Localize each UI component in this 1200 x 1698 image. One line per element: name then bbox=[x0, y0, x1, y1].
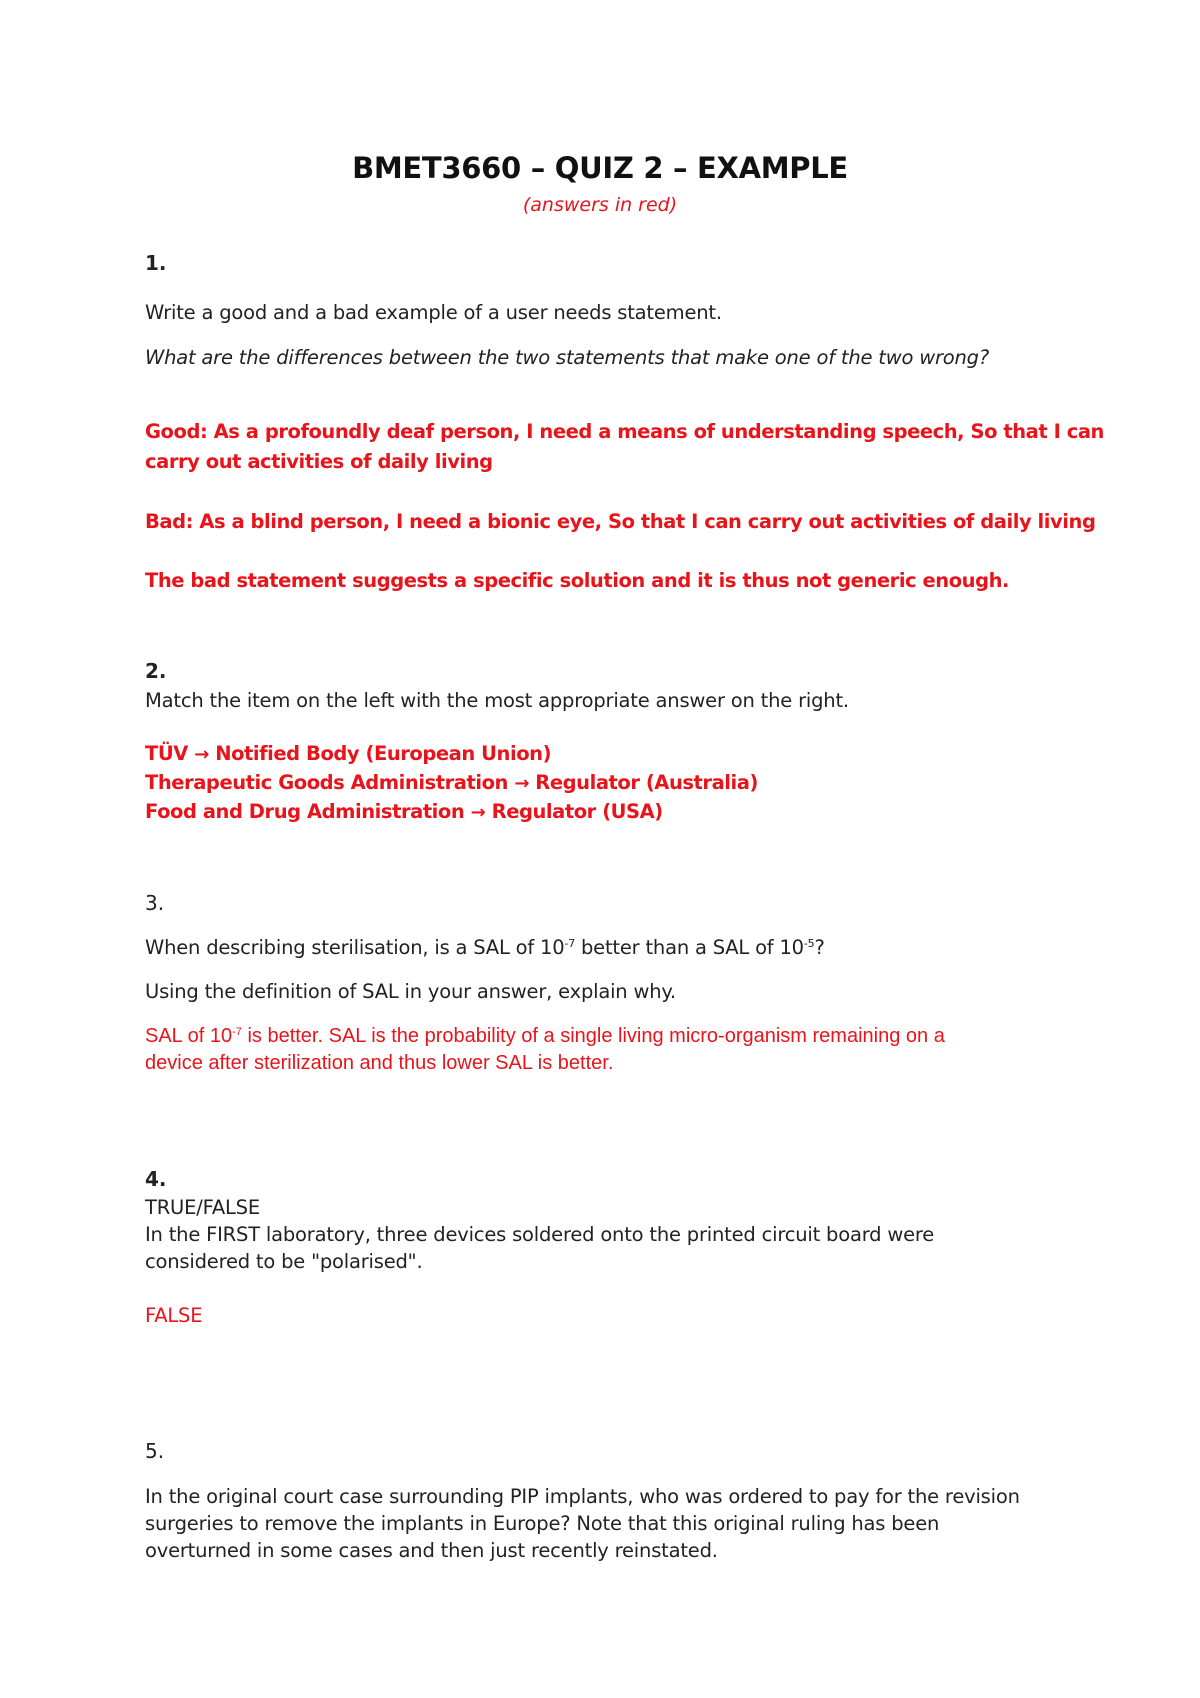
question-1-answer-explanation: The bad statement suggests a specific solution and it is thus not generic enough. bbox=[145, 569, 1009, 592]
right-arrow-icon: → bbox=[514, 773, 529, 794]
question-3-prompt bbox=[145, 936, 1065, 959]
question-5-prompt-line1: In the original court case surrounding PIP implants, who was ordered to pay for the revision bbox=[145, 1485, 1020, 1508]
right-arrow-icon: → bbox=[470, 802, 486, 823]
question-2-number: 2. bbox=[145, 659, 167, 683]
question-5-prompt-line3: overturned in some cases and then just recently reinstated. bbox=[145, 1539, 718, 1562]
question-3-prompt-exponent-1: -7 bbox=[564, 937, 575, 950]
question-3-prompt-2: Using the definition of SAL in your answer, explain why. bbox=[145, 980, 676, 1003]
question-5-prompt-line2: surgeries to remove the implants in Europe? Note that this original ruling has been bbox=[145, 1512, 940, 1535]
question-3-prompt-exponent-2: -5 bbox=[803, 937, 815, 950]
question-3-prompt-part1: When describing sterilisation, is a SAL of 10 bbox=[145, 936, 565, 959]
match-row-2-left: Therapeutic Goods Administration bbox=[145, 771, 508, 794]
question-1-answer-bad: Bad: As a blind person, I need a bionic eye, So that I can carry out activities of daily living bbox=[145, 510, 1096, 533]
match-row-1 bbox=[145, 742, 1065, 765]
question-1-subprompt: What are the differences between the two statements that make one of the two wrong? bbox=[145, 346, 989, 369]
question-4-type: TRUE/FALSE bbox=[145, 1196, 260, 1219]
question-3-answer-exponent: -7 bbox=[232, 1026, 242, 1038]
question-4-prompt-line1: In the FIRST laboratory, three devices soldered onto the printed circuit board were bbox=[145, 1223, 935, 1246]
question-1-prompt: Write a good and a bad example of a user needs statement. bbox=[145, 301, 722, 324]
page-title: BMET3660 – QUIZ 2 – EXAMPLE bbox=[352, 151, 848, 185]
match-row-2-right: Regulator (Australia) bbox=[535, 771, 758, 794]
question-3-answer-line2: device after sterilization and thus lower SAL is better. bbox=[145, 1052, 614, 1074]
question-4-number: 4. bbox=[145, 1167, 167, 1191]
question-1-answer-good-line1: Good: As a profoundly deaf person, I need a means of understanding speech, So that I can bbox=[145, 420, 1104, 443]
question-4-prompt-line2: considered to be "polarised". bbox=[145, 1250, 423, 1273]
question-3-answer-line1 bbox=[145, 1025, 1065, 1048]
match-row-1-right: Notified Body (European Union) bbox=[215, 742, 552, 765]
match-row-1-left: TÜV bbox=[145, 742, 188, 765]
question-2-prompt: Match the item on the left with the most appropriate answer on the right. bbox=[145, 689, 849, 712]
match-row-3 bbox=[145, 800, 1065, 823]
match-row-3-right: Regulator (USA) bbox=[491, 800, 663, 823]
question-1-answer-good-line2: carry out activities of daily living bbox=[145, 450, 493, 473]
match-row-2 bbox=[145, 771, 1065, 794]
question-3-answer-part2: is better. SAL is the probability of a single living micro-organism remaining on a bbox=[241, 1025, 945, 1047]
question-3-prompt-part2: better than a SAL of 10 bbox=[575, 936, 804, 959]
match-row-3-left: Food and Drug Administration bbox=[145, 800, 465, 823]
question-1-number: 1. bbox=[145, 251, 167, 275]
question-5-number: 5. bbox=[145, 1439, 165, 1463]
page-subtitle: (answers in red) bbox=[522, 194, 678, 216]
question-4-answer: FALSE bbox=[145, 1304, 203, 1327]
right-arrow-icon: → bbox=[194, 744, 209, 765]
question-3-prompt-part3: ? bbox=[814, 936, 825, 959]
question-3-answer-part1: SAL of 10 bbox=[145, 1025, 233, 1047]
question-3-number: 3. bbox=[145, 891, 165, 915]
